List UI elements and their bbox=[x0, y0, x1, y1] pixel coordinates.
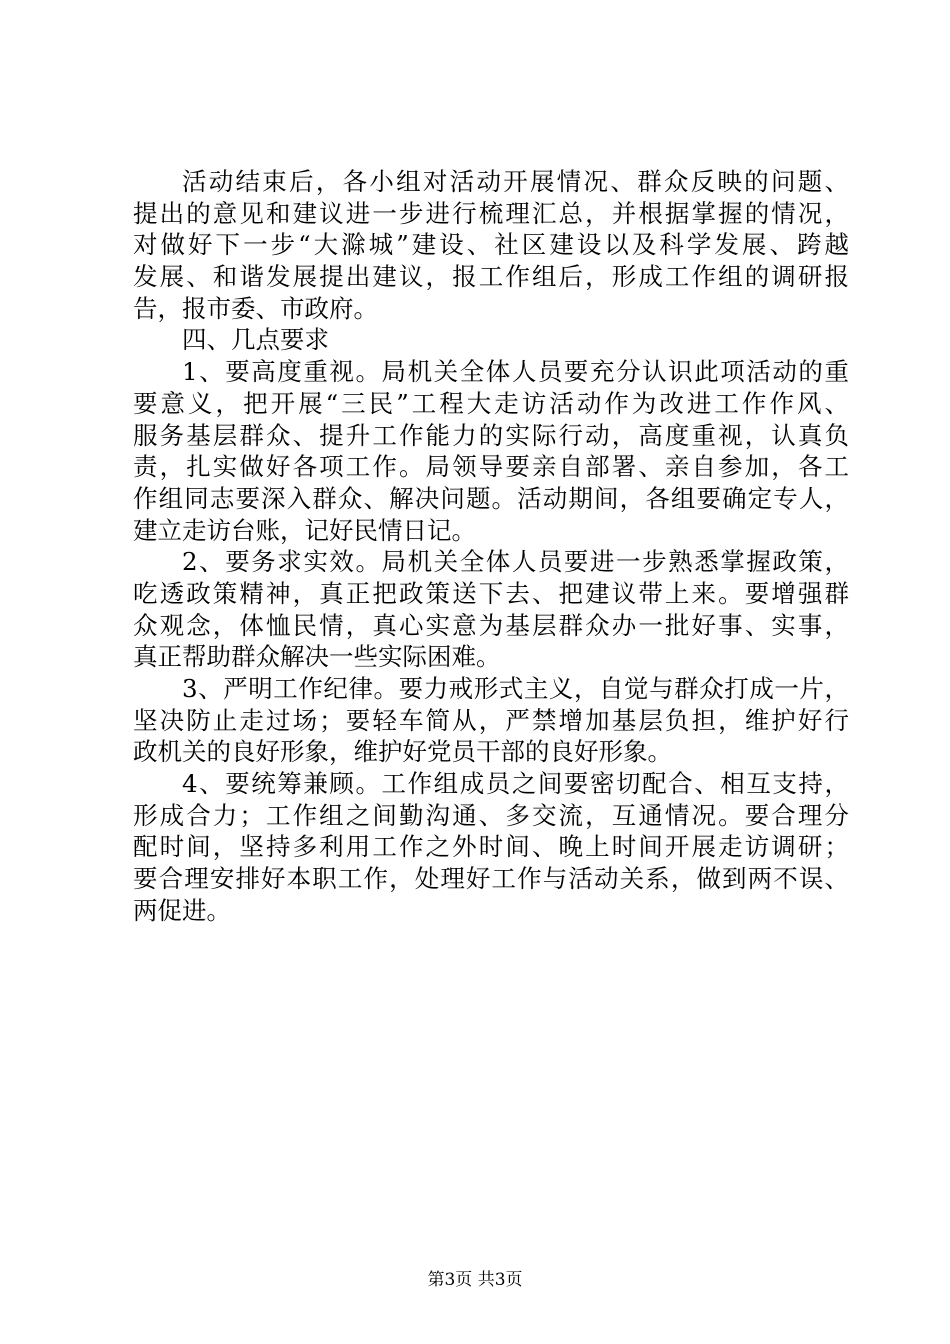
text-line: 建立走访台账，记好民情日记。 bbox=[133, 515, 476, 545]
document-body bbox=[133, 166, 849, 927]
text-line: 4、要统筹兼顾。工作组成员之间要密切配合、相互支持， bbox=[182, 769, 849, 799]
text-line: 活动结束后，各小组对活动开展情况、群众反映的问题、 bbox=[182, 167, 849, 196]
text-line: 作组同志要深入群众、解决问题。活动期间，各组要确定专人， bbox=[133, 483, 849, 513]
text-line: 提出的意见和建议进一步进行梳理汇总，并根据掌握的情况， bbox=[133, 198, 849, 228]
text-line: 众观念，体恤民情，真心实意为基层群众办一批好事、实事， bbox=[133, 610, 849, 640]
text-line: 真正帮助群众解决一些实际困难。 bbox=[133, 642, 501, 672]
text-line: 形成合力；工作组之间勤沟通、多交流，互通情况。要合理分 bbox=[133, 800, 849, 830]
text-line: 3、严明工作纪律。要力戒形式主义，自觉与群众打成一片， bbox=[182, 674, 849, 703]
text-line: 政机关的良好形象，维护好党员干部的良好形象。 bbox=[133, 737, 672, 767]
text-line: 要合理安排好本职工作，处理好工作与活动关系，做到两不误、 bbox=[133, 864, 849, 894]
page-footer: 第3页 共3页 bbox=[427, 1270, 523, 1290]
text-line: 责，扎实做好各项工作。局领导要亲自部署、亲自参加，各工 bbox=[133, 452, 849, 482]
text-line: 配时间，坚持多利用工作之外时间、晚上时间开展走访调研； bbox=[133, 832, 849, 862]
text-line: 发展、和谐发展提出建议，报工作组后，形成工作组的调研报 bbox=[133, 262, 849, 292]
text-line: 服务基层群众、提升工作能力的实际行动，高度重视，认真负 bbox=[133, 420, 849, 450]
text-line: 2、要务求实效。局机关全体人员要进一步熟悉掌握政策， bbox=[182, 547, 849, 577]
text-line: 告，报市委、市政府。 bbox=[133, 293, 378, 323]
text-line: 1、要高度重视。局机关全体人员要充分认识此项活动的重 bbox=[182, 357, 849, 387]
text-line: 要意义，把开展“三民”工程大走访活动作为改进工作作风、 bbox=[133, 388, 849, 418]
text-line: 四、几点要求 bbox=[182, 325, 329, 355]
text-line: 坚决防止走过场；要轻车简从，严禁增加基层负担，维护好行 bbox=[133, 705, 849, 735]
text-line: 两促进。 bbox=[133, 895, 231, 925]
text-line: 对做好下一步“大滁城”建设、社区建设以及科学发展、跨越 bbox=[133, 230, 849, 260]
text-line: 吃透政策精神，真正把政策送下去、把建议带上来。要增强群 bbox=[133, 578, 849, 608]
